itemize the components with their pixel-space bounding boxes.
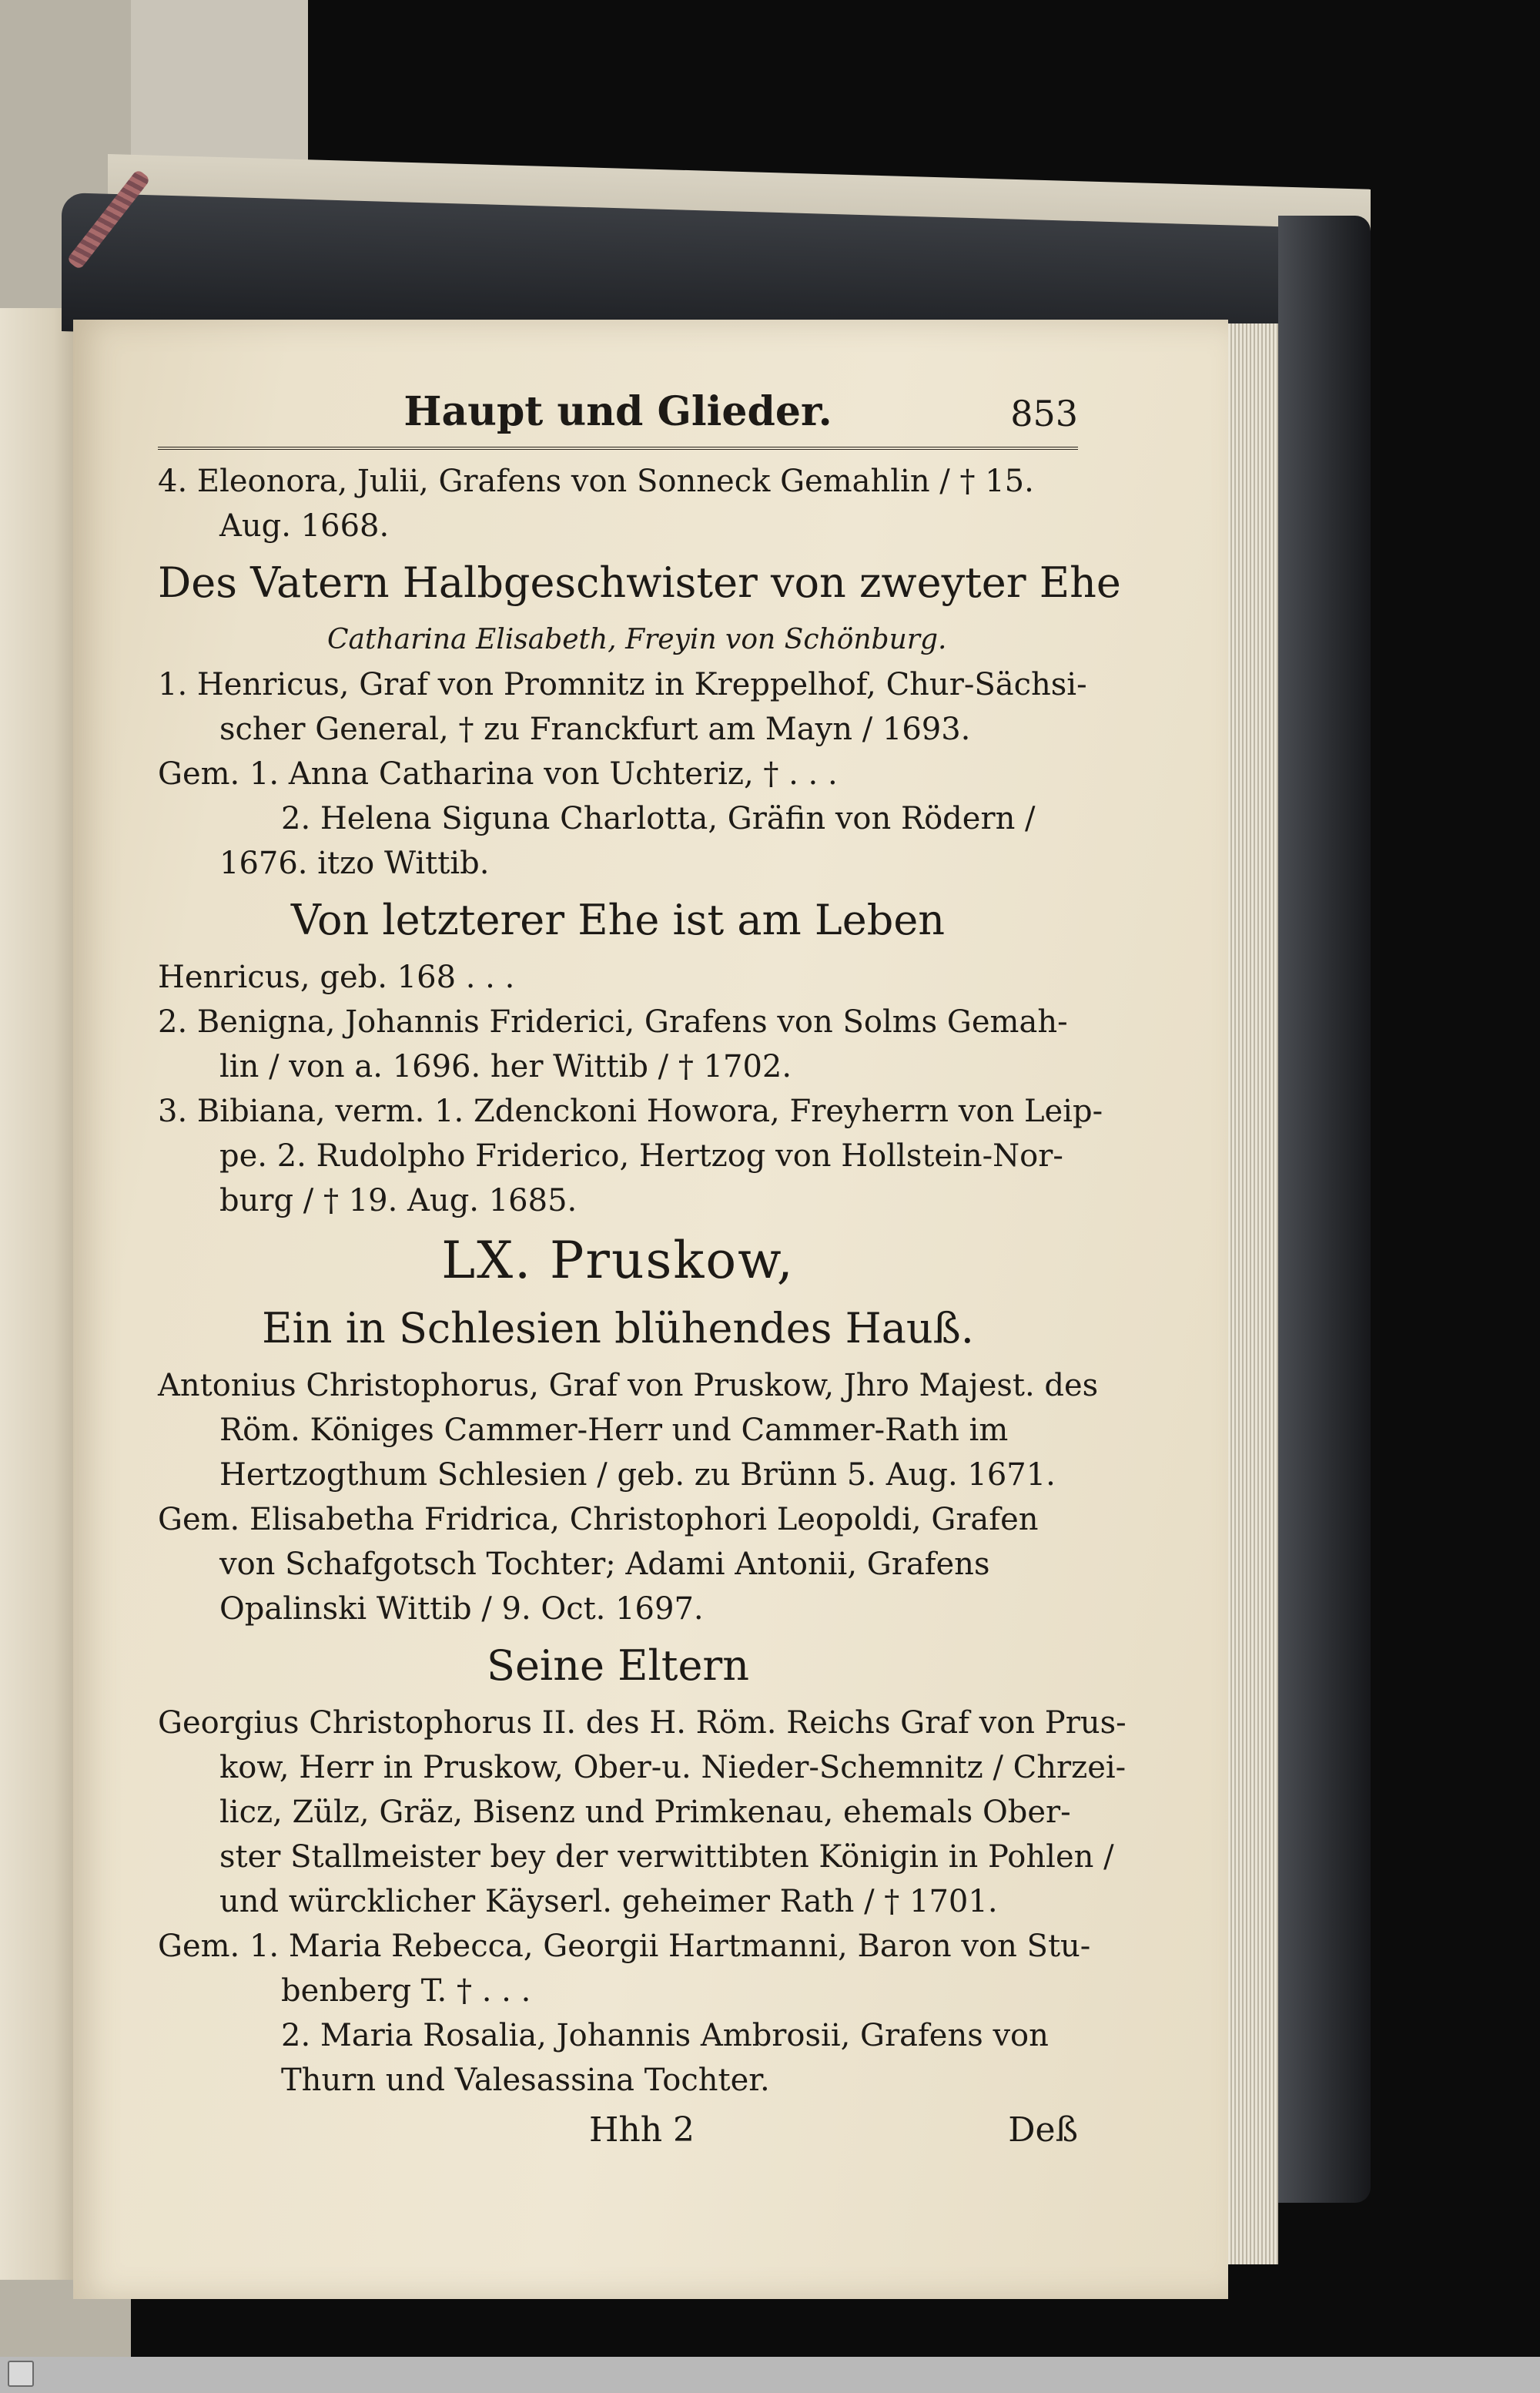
text-line: 1676. itzo Wittib. xyxy=(219,846,490,881)
text-line: Hertzogthum Schlesien / geb. zu Brünn 5. Aug. 1671. xyxy=(219,1457,1056,1493)
catchword: Deß xyxy=(1008,2110,1078,2150)
text-line: 1. Henricus, Graf von Promnitz in Kreppelhof, Chur-Sächsi- xyxy=(158,667,1087,702)
text-line: Henricus, geb. 168 . . . xyxy=(158,960,515,995)
text-line: Catharina Elisabeth, Freyin von Schönburg. xyxy=(327,624,947,655)
text-line: 2. Helena Siguna Charlotta, Gräfin von Rödern / xyxy=(281,801,1036,836)
text-line: Gem. 1. Maria Rebecca, Georgii Hartmanni, Baron von Stu- xyxy=(158,1929,1091,1964)
text-line: und würcklicher Käyserl. geheimer Rath / † 1701. xyxy=(219,1884,998,1919)
section-heading: Von letzterer Ehe ist am Leben xyxy=(290,896,946,944)
scanner-strip xyxy=(0,2357,1540,2393)
text-line: Georgius Christophorus II. des H. Röm. Reichs Graf von Prus- xyxy=(158,1705,1127,1741)
text-line: Gem. Elisabetha Fridrica, Christophori Leopoldi, Grafen xyxy=(158,1502,1039,1537)
text-line: scher General, † zu Franckfurt am Mayn / 1693. xyxy=(219,712,971,747)
section-heading: Seine Eltern xyxy=(486,1641,750,1690)
page-body xyxy=(158,459,1127,2103)
text-line: burg / † 19. Aug. 1685. xyxy=(219,1183,578,1218)
text-line: benberg T. † . . . xyxy=(281,1973,531,2009)
left-facing-page xyxy=(0,308,77,2280)
text-line: Thurn und Valesassina Tochter. xyxy=(281,2063,770,2098)
book-cover-right xyxy=(1278,216,1371,2203)
text-line: Antonius Christophorus, Graf von Pruskow, Jhro Majest. des xyxy=(158,1368,1099,1403)
text-line: lin / von a. 1696. her Wittib / † 1702. xyxy=(219,1049,792,1084)
signature-mark: Hhh 2 xyxy=(589,2110,695,2150)
page-header xyxy=(158,385,1078,450)
page-footer xyxy=(158,2107,1078,2161)
text-line: 3. Bibiana, verm. 1. Zdenckoni Howora, Freyherrn von Leip- xyxy=(158,1094,1103,1129)
section-heading: Des Vatern Halbgeschwister von zweyter Ehe xyxy=(158,558,1121,607)
running-head: Haupt und Glieder. xyxy=(403,388,832,435)
text-line: Aug. 1668. xyxy=(219,508,390,544)
text-line: 4. Eleonora, Julii, Grafens von Sonneck Gemahlin / † 15. xyxy=(158,464,1034,499)
section-heading: LX. Pruskow, xyxy=(441,1231,795,1290)
text-line: pe. 2. Rudolpho Friderico, Hertzog von Hollstein-Nor- xyxy=(219,1138,1063,1174)
text-line: ster Stallmeister bey der verwittibten Königin in Pohlen / xyxy=(219,1839,1114,1875)
text-line: licz, Zülz, Gräz, Bisenz und Primkenau, ehemals Ober- xyxy=(219,1795,1071,1830)
text-line: Röm. Königes Cammer-Herr und Cammer-Rath im xyxy=(219,1413,1009,1448)
page-number: 853 xyxy=(1010,393,1078,434)
text-line: 2. Benigna, Johannis Friderici, Grafens von Solms Gemah- xyxy=(158,1004,1068,1040)
page-text-block xyxy=(158,385,1127,2161)
library-logo-icon xyxy=(8,2361,34,2387)
text-line: kow, Herr in Pruskow, Ober-u. Nieder-Schemnitz / Chrzei- xyxy=(219,1750,1127,1785)
section-heading: Ein in Schlesien blühendes Hauß. xyxy=(262,1304,974,1352)
text-line: von Schafgotsch Tochter; Adami Antonii, Grafens xyxy=(219,1547,990,1582)
text-line: Gem. 1. Anna Catharina von Uchteriz, † . . . xyxy=(158,756,838,792)
text-line: Opalinski Wittib / 9. Oct. 1697. xyxy=(219,1591,704,1627)
text-line: 2. Maria Rosalia, Johannis Ambrosii, Grafens von xyxy=(281,2018,1049,2053)
